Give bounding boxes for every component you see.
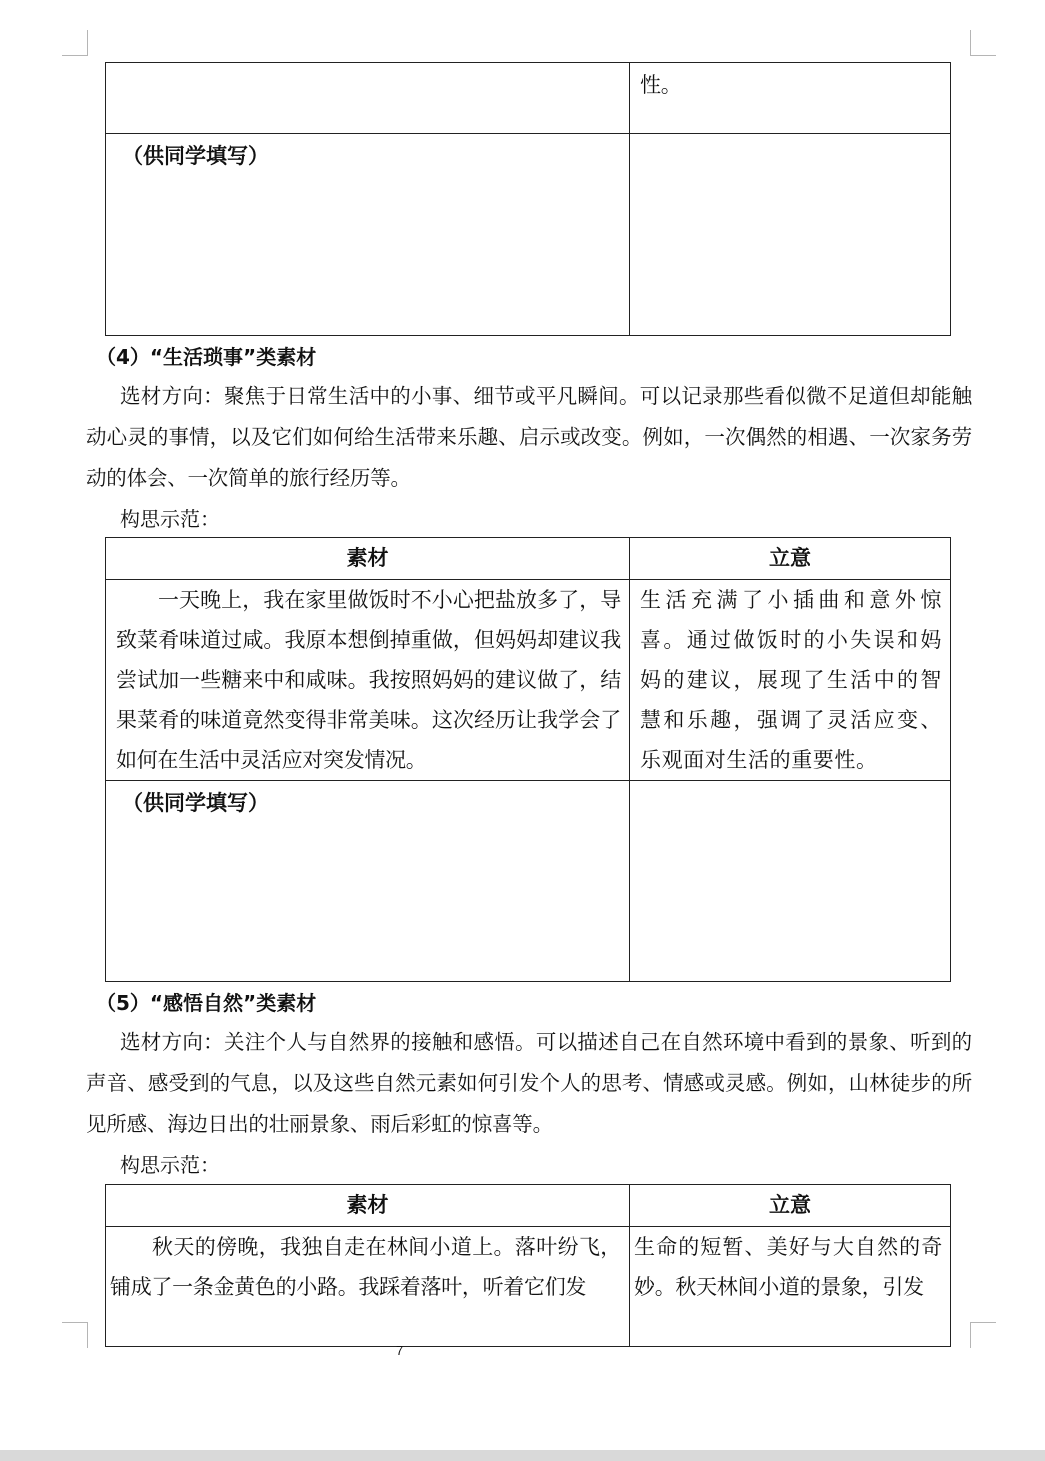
table-header-row [106, 1185, 951, 1227]
material-header: 素材 [106, 1185, 630, 1227]
fill-in-idea-cell[interactable] [630, 781, 951, 982]
section-4-direction: 选材方向：聚焦于日常生活中的小事、细节或平凡瞬间。可以记录那些看似微不足道但却能触动心灵的事情，以及它们如何给生活带来乐趣、启示或改变。例如，一次偶然的相遇、一次家务劳动的体会、一次简单的旅行经历等。 [86, 384, 972, 490]
section-4-heading: （4）“生活琐事”类素材 [96, 345, 317, 369]
fill-in-cell[interactable]: （供同学填写） [106, 134, 630, 336]
section-5-example-label: 构思示范： [120, 1153, 220, 1177]
idea-cell: 性。 [630, 63, 951, 134]
idea-header: 立意 [630, 1185, 951, 1227]
fill-in-cell[interactable]: （供同学填写） [106, 781, 630, 982]
idea-cell: 生命的短暂、美好与大自然的奇妙。秋天林间小道的景象，引发 [630, 1227, 951, 1347]
section-5-table [105, 1184, 951, 1347]
material-cell: 秋天的傍晚，我独自走在林间小道上。落叶纷飞，铺成了一条金黄色的小路。我踩着落叶，听着它们发 [106, 1227, 630, 1347]
material-header: 素材 [106, 538, 630, 580]
section-4-example-label: 构思示范： [120, 507, 220, 531]
section-4-table [105, 537, 951, 982]
crop-mark-bottom-right [970, 1322, 996, 1348]
fill-in-idea-cell[interactable] [630, 134, 951, 336]
viewer-bottom-bar [0, 1450, 1045, 1461]
section-5-direction: 选材方向：关注个人与自然界的接触和感悟。可以描述自己在自然环境中看到的景象、听到的声音、感受到的气息，以及这些自然元素如何引发个人的思考、情感或灵感。例如，山林徒步的所见所感、海边日出的壮丽景象、雨后彩虹的惊喜等。 [86, 1030, 972, 1136]
crop-mark-bottom-left [62, 1322, 88, 1348]
continued-table [105, 62, 951, 336]
material-cell [106, 63, 630, 134]
table-row [106, 1227, 951, 1347]
material-cell: 一天晚上，我在家里做饭时不小心把盐放多了，导致菜肴味道过咸。我原本想倒掉重做，但妈妈却建议我尝试加一些糖来中和咸味。我按照妈妈的建议做了，结果菜肴的味道竟然变得非常美味。这次经历让我学会了如何在生活中灵活应对突发情况。 [106, 580, 630, 781]
page-number: 7 [396, 1343, 404, 1358]
table-row [106, 63, 951, 134]
table-row [106, 781, 951, 982]
crop-mark-top-left [62, 30, 88, 56]
idea-cell: 生活充满了小插曲和意外惊喜。通过做饭时的小失误和妈妈的建议，展现了生活中的智慧和乐趣，强调了灵活应变、乐观面对生活的重要性。 [630, 580, 951, 781]
section-5-heading: （5）“感悟自然”类素材 [96, 991, 317, 1015]
table-row [106, 580, 951, 781]
table-header-row [106, 538, 951, 580]
table-row [106, 134, 951, 336]
idea-header: 立意 [630, 538, 951, 580]
crop-mark-top-right [970, 30, 996, 56]
